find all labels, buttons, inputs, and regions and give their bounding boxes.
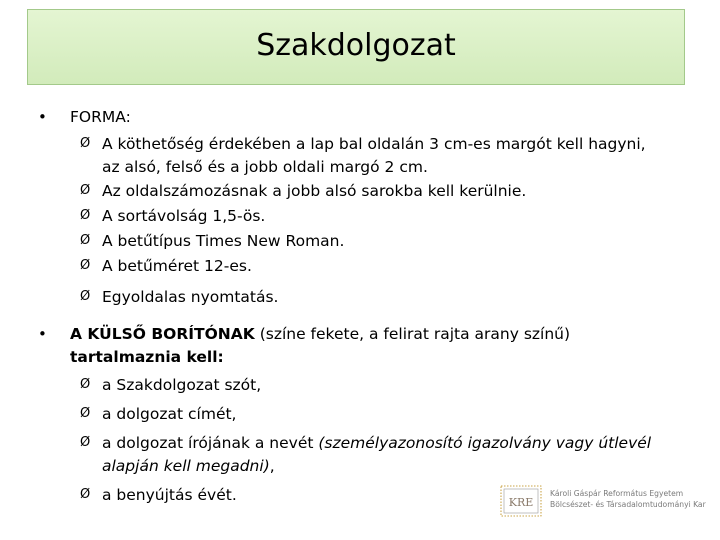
kre-logo-mark-text: KRE (508, 496, 534, 509)
boritonak-label-bold: A KÜLSŐ BORÍTÓNAK (70, 325, 255, 343)
arrow-icon: Ø (80, 487, 91, 502)
arrow-icon: Ø (80, 406, 91, 421)
kre-logo (500, 483, 706, 521)
boritonak-item-4: a benyújtás évét. (102, 486, 237, 504)
arrow-icon: Ø (80, 208, 91, 223)
boritonak-item-1: a Szakdolgozat szót, (102, 376, 262, 394)
arrow-icon: Ø (80, 289, 91, 304)
boritonak-label-line2 (70, 347, 224, 367)
bullet-forma: • (38, 108, 47, 126)
kre-logo-text (550, 488, 706, 510)
arrow-icon: Ø (80, 377, 91, 392)
boritonak-label-line2-bold: tartalmaznia kell: (70, 348, 224, 366)
kre-logo-line1: Károli Gáspár Református Egyetem (550, 489, 684, 498)
forma-item-3: A sortávolság 1,5-ös. (102, 207, 266, 225)
forma-item-6: Egyoldalas nyomtatás. (102, 288, 279, 306)
boritonak-item-2: a dolgozat címét, (102, 405, 237, 423)
slide-title: Szakdolgozat (256, 28, 456, 63)
boritonak-item-3-plain: a dolgozat írójának a nevét (102, 434, 319, 452)
boritonak-item-3-comma: , (269, 457, 275, 475)
arrow-icon: Ø (80, 435, 91, 450)
arrow-icon: Ø (80, 183, 91, 198)
boritonak-item-3-cont (102, 456, 275, 476)
boritonak-item-3-cont-italic: alapján kell megadni) (102, 457, 270, 475)
arrow-icon: Ø (80, 136, 91, 151)
arrow-icon: Ø (80, 258, 91, 273)
boritonak-label (70, 324, 570, 344)
kre-logo-mark-icon (500, 485, 542, 517)
forma-item-5: A betűméret 12-es. (102, 257, 252, 275)
boritonak-item-3-italic: (személyazonosító igazolvány vagy útlevél (318, 434, 652, 452)
arrow-icon: Ø (80, 233, 91, 248)
forma-item-2: Az oldalszámozásnak a jobb alsó sarokba kell kerülnie. (102, 182, 527, 200)
boritonak-item-3 (102, 433, 651, 453)
forma-item-1: A köthetőség érdekében a lap bal oldalán 3 cm-es margót kell hagyni, (102, 135, 646, 153)
forma-item-4: A betűtípus Times New Roman. (102, 232, 345, 250)
kre-logo-line2: Bölcsészet- és Társadalomtudományi Kar (550, 500, 706, 509)
forma-item-1-cont: az alsó, felső és a jobb oldali margó 2 cm. (102, 158, 428, 176)
forma-label: FORMA: (70, 108, 131, 126)
bullet-boritonak: • (38, 325, 47, 343)
boritonak-label-rest: (színe fekete, a felirat rajta arany színű) (254, 325, 571, 343)
